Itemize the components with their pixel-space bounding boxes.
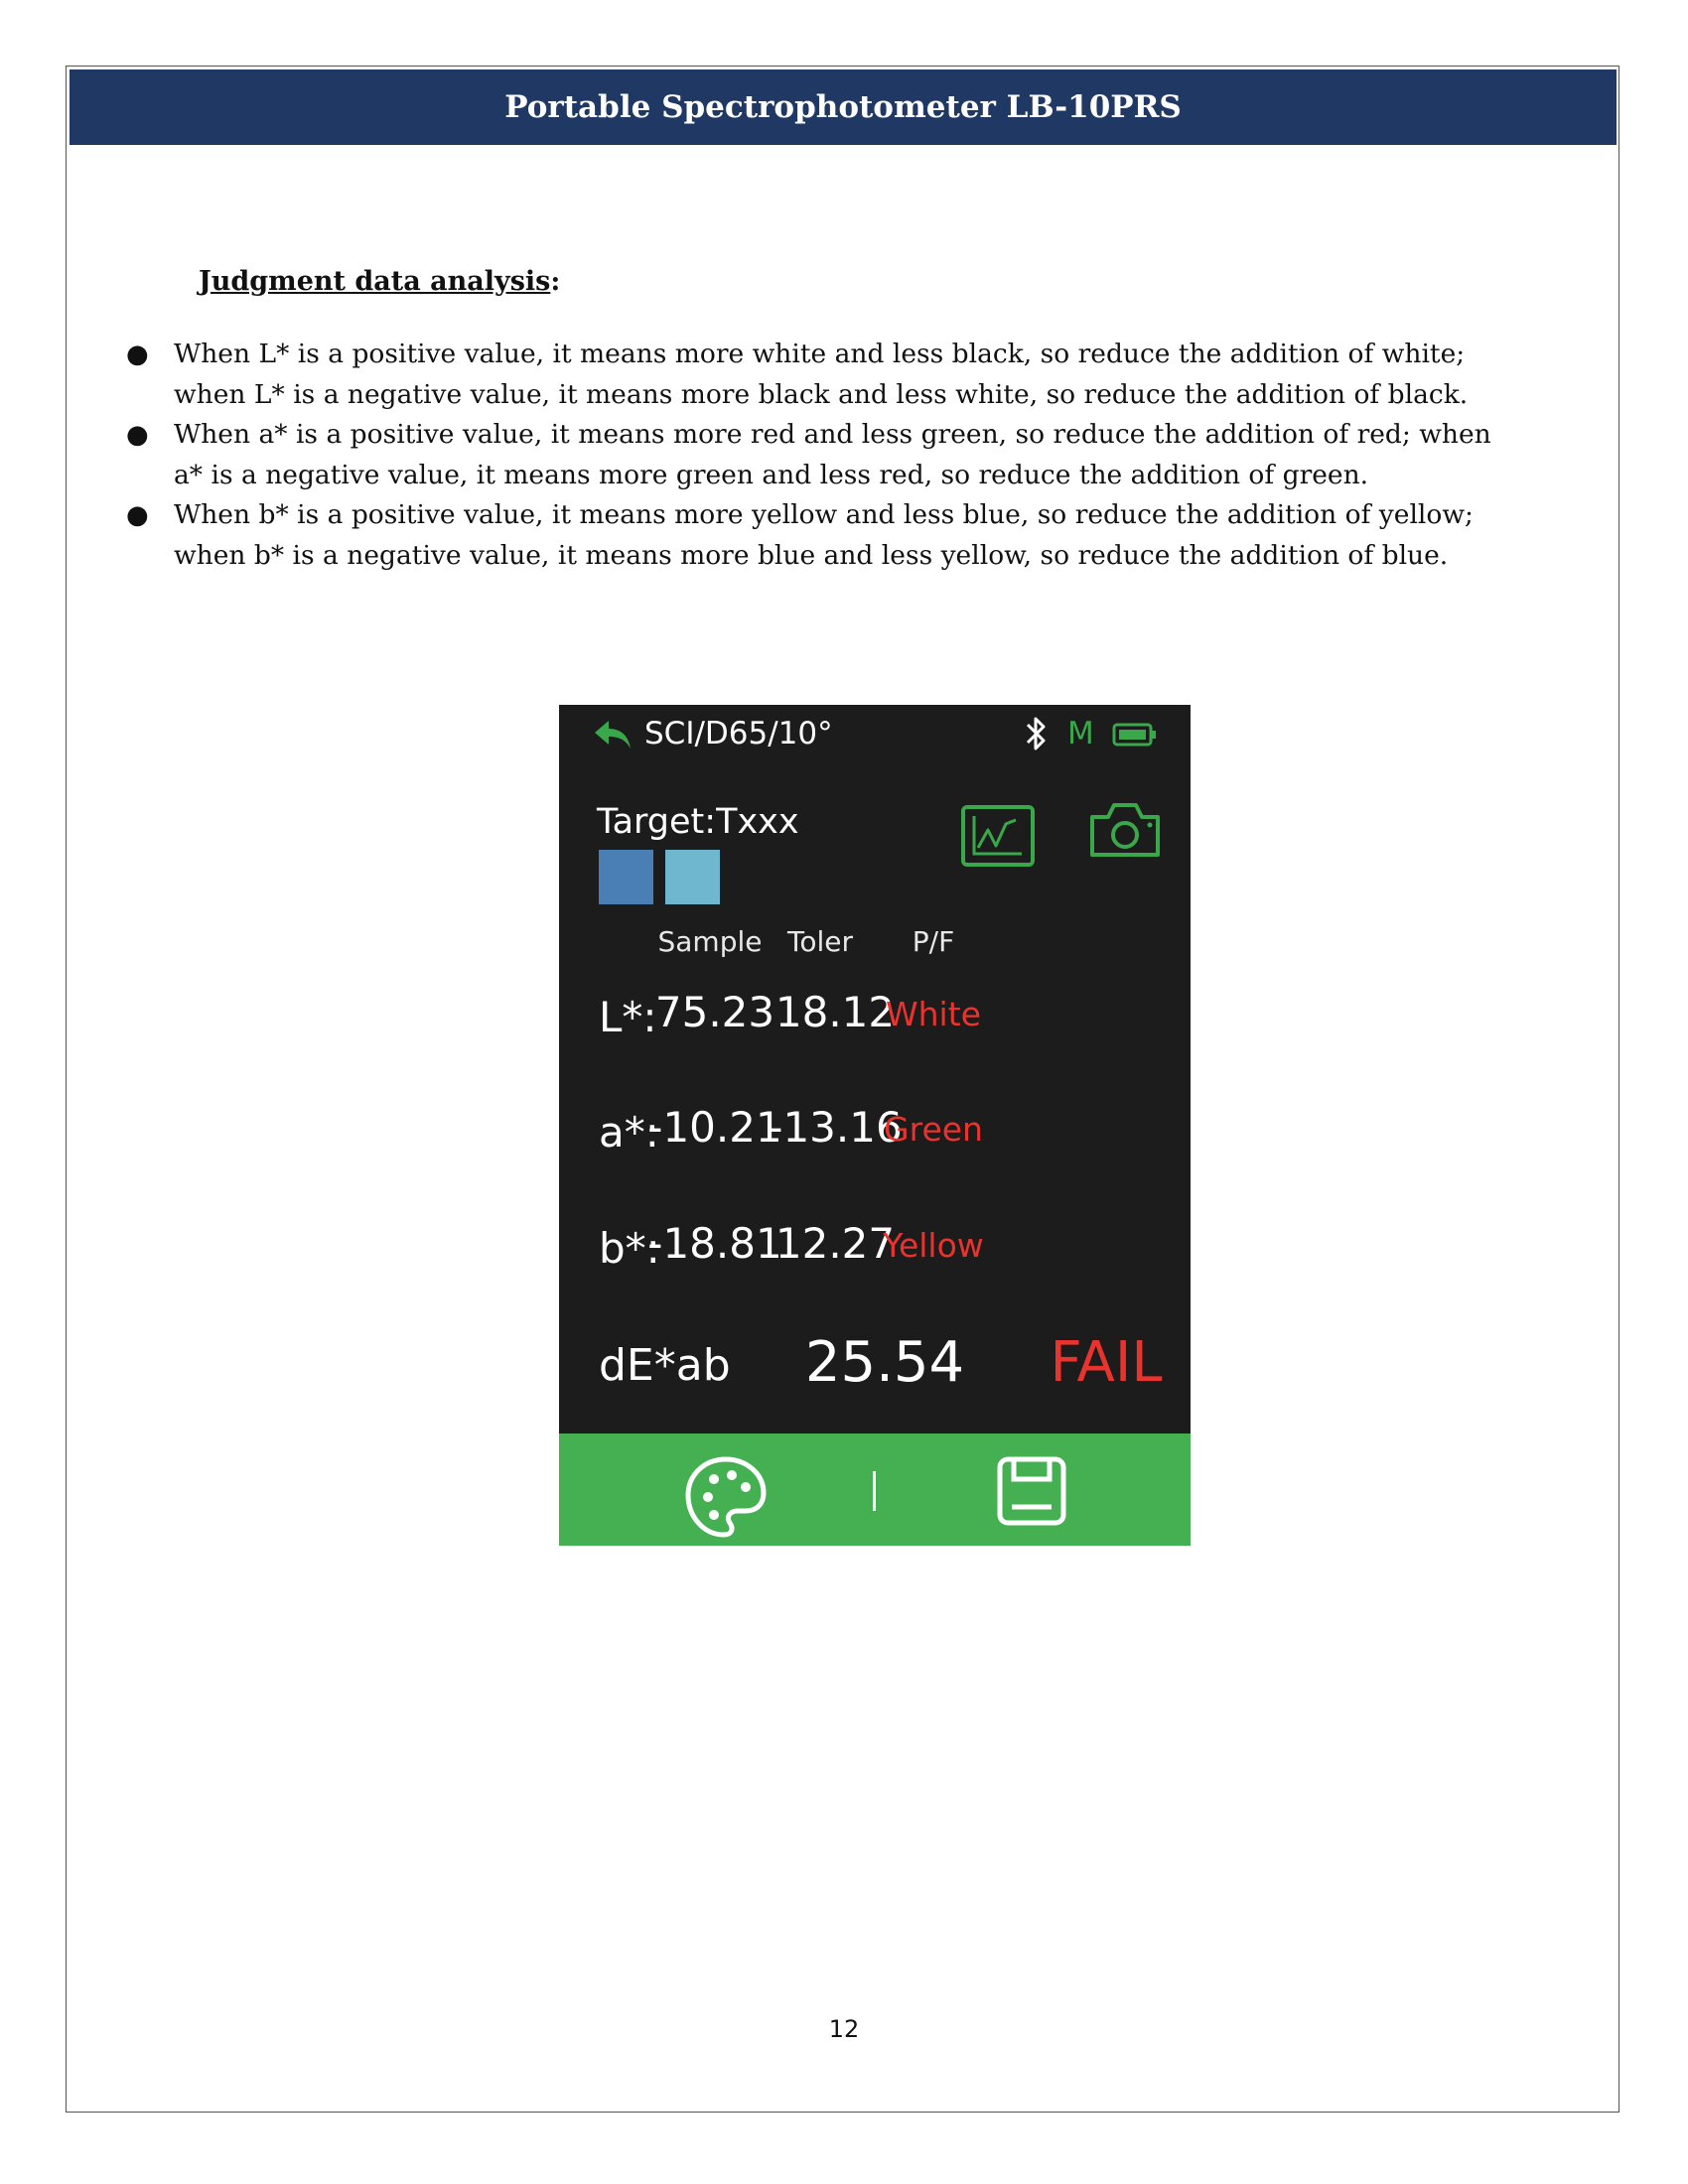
- device-screenshot: [559, 705, 1191, 1546]
- a-star-pf: Green: [884, 1110, 983, 1149]
- column-header-sample: Sample: [657, 925, 763, 958]
- bullet-item: [119, 415, 1509, 495]
- camera-icon[interactable]: [1088, 799, 1162, 861]
- bluetooth-icon: [1024, 716, 1050, 751]
- section-heading-colon: :: [550, 266, 561, 297]
- l-star-pf: White: [886, 995, 981, 1033]
- target-label: Target:Txxx: [597, 802, 799, 842]
- column-header-pf: P/F: [912, 925, 955, 958]
- column-header-toler: Toler: [787, 925, 853, 958]
- b-star-label: b*:: [599, 1224, 660, 1273]
- delta-e-value: 25.54: [804, 1330, 965, 1395]
- page-header: Portable Spectrophotometer LB-10PRS: [70, 69, 1617, 145]
- l-star-label: L*:: [599, 993, 657, 1041]
- b-star-toler: 12.27: [774, 1219, 896, 1268]
- target-color-swatch: [599, 850, 653, 904]
- result-status: FAIL: [1050, 1330, 1163, 1395]
- sample-color-swatch: [665, 850, 720, 904]
- bullet-icon: ●: [126, 420, 149, 450]
- chart-icon[interactable]: [960, 804, 1036, 868]
- delta-e-label: dE*ab: [599, 1340, 731, 1391]
- bottom-toolbar: [559, 1433, 1191, 1546]
- back-arrow-icon[interactable]: [593, 719, 633, 751]
- section-heading-text: Judgment data analysis: [199, 266, 551, 297]
- a-star-toler: -13.16: [768, 1103, 903, 1152]
- measurement-mode: SCI/D65/10°: [644, 716, 833, 751]
- bullet-item: [119, 495, 1509, 576]
- section-heading: [199, 266, 560, 297]
- bullet-text: When L* is a positive value, it means more white and less black, so reduce the addition of white; when L* is a negative value, it means more black and less white, so reduce the addition of black.: [174, 339, 1469, 410]
- b-star-sample: -18.81: [647, 1219, 782, 1268]
- save-icon[interactable]: [996, 1455, 1067, 1527]
- b-star-pf: Yellow: [883, 1226, 984, 1265]
- a-star-label: a*:: [599, 1108, 659, 1157]
- bullet-text: When a* is a positive value, it means more red and less green, so reduce the addition of red; when a* is a negative value, it means more green and less red, so reduce the addition of green.: [174, 419, 1491, 490]
- l-star-toler: 18.12: [774, 988, 896, 1036]
- bullet-list: [119, 335, 1509, 576]
- bullet-text: When b* is a positive value, it means more yellow and less blue, so reduce the addition of yellow; when b* is a negative value, it means more blue and less yellow, so reduce the addition of blue.: [174, 499, 1474, 571]
- battery-icon: [1112, 722, 1158, 748]
- bullet-icon: ●: [126, 340, 149, 369]
- memory-indicator: M: [1067, 716, 1094, 751]
- page-number: 12: [828, 2015, 860, 2043]
- a-star-sample: -10.21: [647, 1103, 782, 1152]
- palette-icon[interactable]: [682, 1453, 770, 1541]
- l-star-sample: 75.23: [654, 988, 775, 1036]
- bullet-item: [119, 335, 1509, 415]
- bullet-icon: ●: [126, 500, 149, 530]
- toolbar-divider: [873, 1471, 876, 1511]
- status-bar: [559, 705, 1191, 764]
